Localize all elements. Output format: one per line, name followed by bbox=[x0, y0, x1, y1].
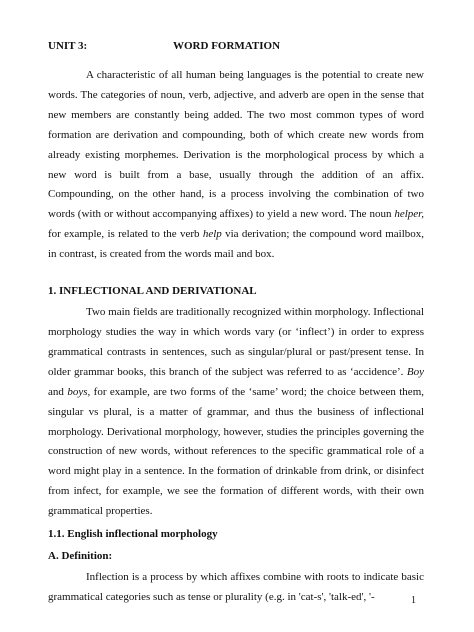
definition-heading: A. Definition: bbox=[48, 550, 113, 563]
intro-text-2: for example, is related to the verb bbox=[48, 228, 203, 241]
unit-header bbox=[48, 38, 424, 54]
intro-text-3: via derivation; the compound word mailbox, in contrast, is created from the words mail and box. bbox=[48, 228, 424, 261]
definition-paragraph: Inflection is a process by which affixes combine with roots to indicate basic grammatical categories such as tense or plurality (e.g. in 'cat-s', 'talk-ed', '- bbox=[48, 571, 424, 603]
section-heading: 1. INFLECTIONAL AND DERIVATIONAL bbox=[48, 285, 257, 298]
page-number: 1 bbox=[411, 595, 416, 606]
term-boy: Boy bbox=[406, 365, 424, 378]
term-helper: helper, bbox=[394, 208, 424, 221]
term-help: help bbox=[202, 228, 222, 241]
morphology-text: Two main fields are traditionally recognized within morphology. Inflectional morphology studies the way in which words vary (or ‘inflect’) in order to express grammatical contrasts in sentences, such as singular/plural or past/present tense. In older grammar books, this branch of the subject was referred to as ‘accidence’. bbox=[48, 306, 424, 378]
morphology-text-2: for example, are two forms of the ‘same’ word; the choice between them, singular vs plural, is a matter of grammar, and thus the business of inflectional morphology. Derivational morphology, however, studies the principles governing the construction of new words, without references to the specific grammatical role of a word might play in a sentence. In the formation of drinkable from drink, or disinfect from infect, for example, we see the formation of different words, with their own grammatical properties. bbox=[48, 385, 424, 518]
subsection-heading: 1.1. English inflectional morphology bbox=[48, 528, 218, 541]
term-boys: boys, bbox=[67, 385, 91, 398]
page-content bbox=[48, 38, 424, 608]
morphology-and: and bbox=[48, 385, 68, 398]
morphology-paragraph bbox=[48, 303, 424, 522]
intro-paragraph bbox=[48, 66, 424, 265]
unit-title: WORD FORMATION bbox=[173, 40, 281, 52]
unit-label: UNIT 3: bbox=[48, 40, 88, 52]
intro-text: A characteristic of all human being languages is the potential to create new words. The categories of noun, verb, adjective, and adverb are open in the sense that new members are constantly being added. The two most common types of word formation are derivation and compounding, both of which create new words from already existing morphemes. Derivation is the morphological process by which a new word is built from a base, usually through the addition of an affix. Compounding, on the other hand, is a process involving the combination of two words (with or without accompanying affixes) to yield a new word. The noun bbox=[48, 69, 424, 221]
